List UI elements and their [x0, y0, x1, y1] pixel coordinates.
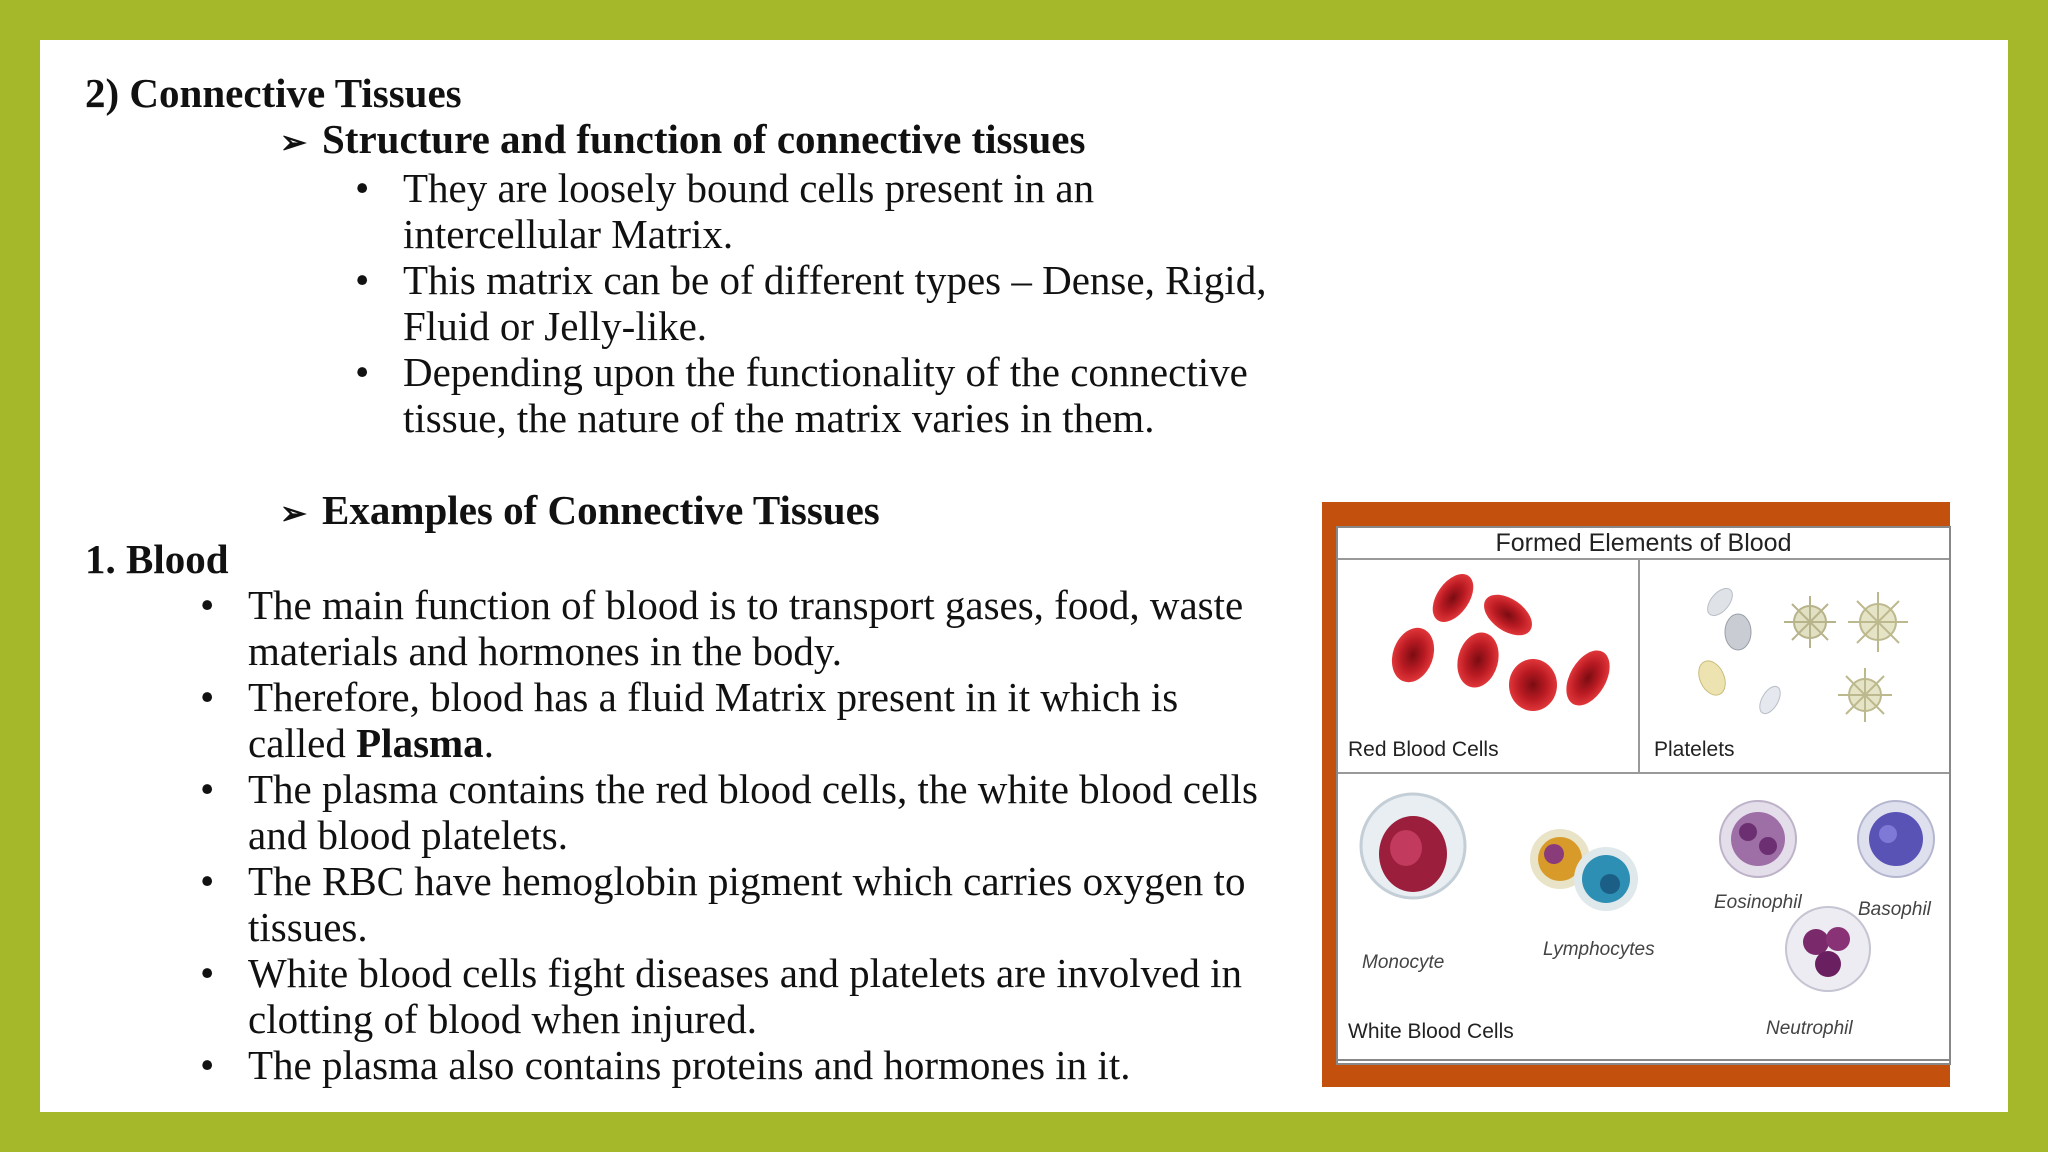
rbc-cell [1451, 628, 1504, 692]
bullet-dot-icon: • [200, 674, 215, 720]
bullet-item: • The plasma also contains proteins and hormones in it. [200, 1042, 1131, 1088]
bullet-item: • Depending upon the functionality of the connective tissue, the nature of the matrix varies in them. [355, 349, 1248, 441]
bullet-item: • Therefore, blood has a fluid Matrix present in it which is called Plasma. [200, 674, 1179, 766]
blood-elements-figure [1322, 502, 1950, 1087]
platelets-label: Platelets [1654, 738, 1735, 761]
wbc-panel [1338, 774, 1949, 1063]
platelet [1838, 668, 1892, 722]
rbc-cell [1509, 659, 1557, 711]
arrow-bullet-icon: ➢ [280, 124, 307, 160]
bullet-item: • This matrix can be of different types – Dense, Rigid, Fluid or Jelly-like. [355, 257, 1267, 349]
bullet-dot-icon: • [200, 582, 215, 628]
figure-panel [1336, 526, 1951, 1065]
bullet-item: • The RBC have hemoglobin pigment which carries oxygen to tissues. [200, 858, 1246, 950]
eosinophil-cell [1720, 801, 1796, 877]
platelet [1725, 614, 1751, 650]
slide [40, 40, 2008, 1112]
figure-title: Formed Elements of Blood [1338, 528, 1949, 560]
bullet-dot-icon: • [355, 349, 370, 395]
neutrophil-label: Neutrophil [1766, 1018, 1853, 1039]
section-heading: 2) Connective Tissues [85, 70, 462, 116]
subheading-structure: ➢ Structure and function of connective tissues [85, 116, 1325, 165]
bullet-item: • The plasma contains the red blood cells, the white blood cells and blood platelets. [200, 766, 1258, 858]
bullet-dot-icon: • [355, 257, 370, 303]
lymphocyte-cell [1574, 847, 1638, 911]
bullet-dot-icon: • [200, 950, 215, 996]
platelet [1703, 584, 1737, 620]
subheading-examples: ➢ Examples of Connective Tissues [85, 487, 1325, 536]
bullet-item: • The main function of blood is to transport gases, food, waste materials and hormones in the body. [200, 582, 1244, 674]
bullet-dot-icon: • [200, 766, 215, 812]
monocyte-cell [1361, 794, 1465, 898]
platelets-panel [1640, 560, 1949, 774]
eosinophil-label: Eosinophil [1714, 892, 1802, 913]
slide-text [85, 70, 1325, 1088]
platelet [1784, 596, 1836, 648]
platelet [1694, 657, 1731, 700]
basophil-cell [1858, 801, 1934, 877]
lymphocytes-label: Lymphocytes [1543, 939, 1655, 960]
basophil-label: Basophil [1858, 899, 1931, 920]
rbc-label: Red Blood Cells [1348, 738, 1499, 761]
arrow-bullet-icon: ➢ [280, 495, 307, 531]
wbc-label: White Blood Cells [1348, 1020, 1514, 1043]
bullet-dot-icon: • [200, 1042, 215, 1088]
rbc-cell [1424, 567, 1481, 630]
bullet-dot-icon: • [355, 165, 370, 211]
bullet-dot-icon: • [200, 858, 215, 904]
rbc-panel [1338, 560, 1640, 774]
rbc-cell [1557, 643, 1618, 713]
rbc-cell [1385, 622, 1442, 688]
blood-heading: 1. Blood [85, 536, 229, 582]
platelet [1848, 592, 1908, 652]
bullet-item: • White blood cells fight diseases and platelets are involved in clotting of blood when injured. [200, 950, 1242, 1042]
plasma-term: Plasma [356, 720, 484, 766]
platelet [1756, 683, 1785, 717]
monocyte-label: Monocyte [1362, 952, 1445, 973]
bullet-item: • They are loosely bound cells present in an intercellular Matrix. [355, 165, 1095, 257]
